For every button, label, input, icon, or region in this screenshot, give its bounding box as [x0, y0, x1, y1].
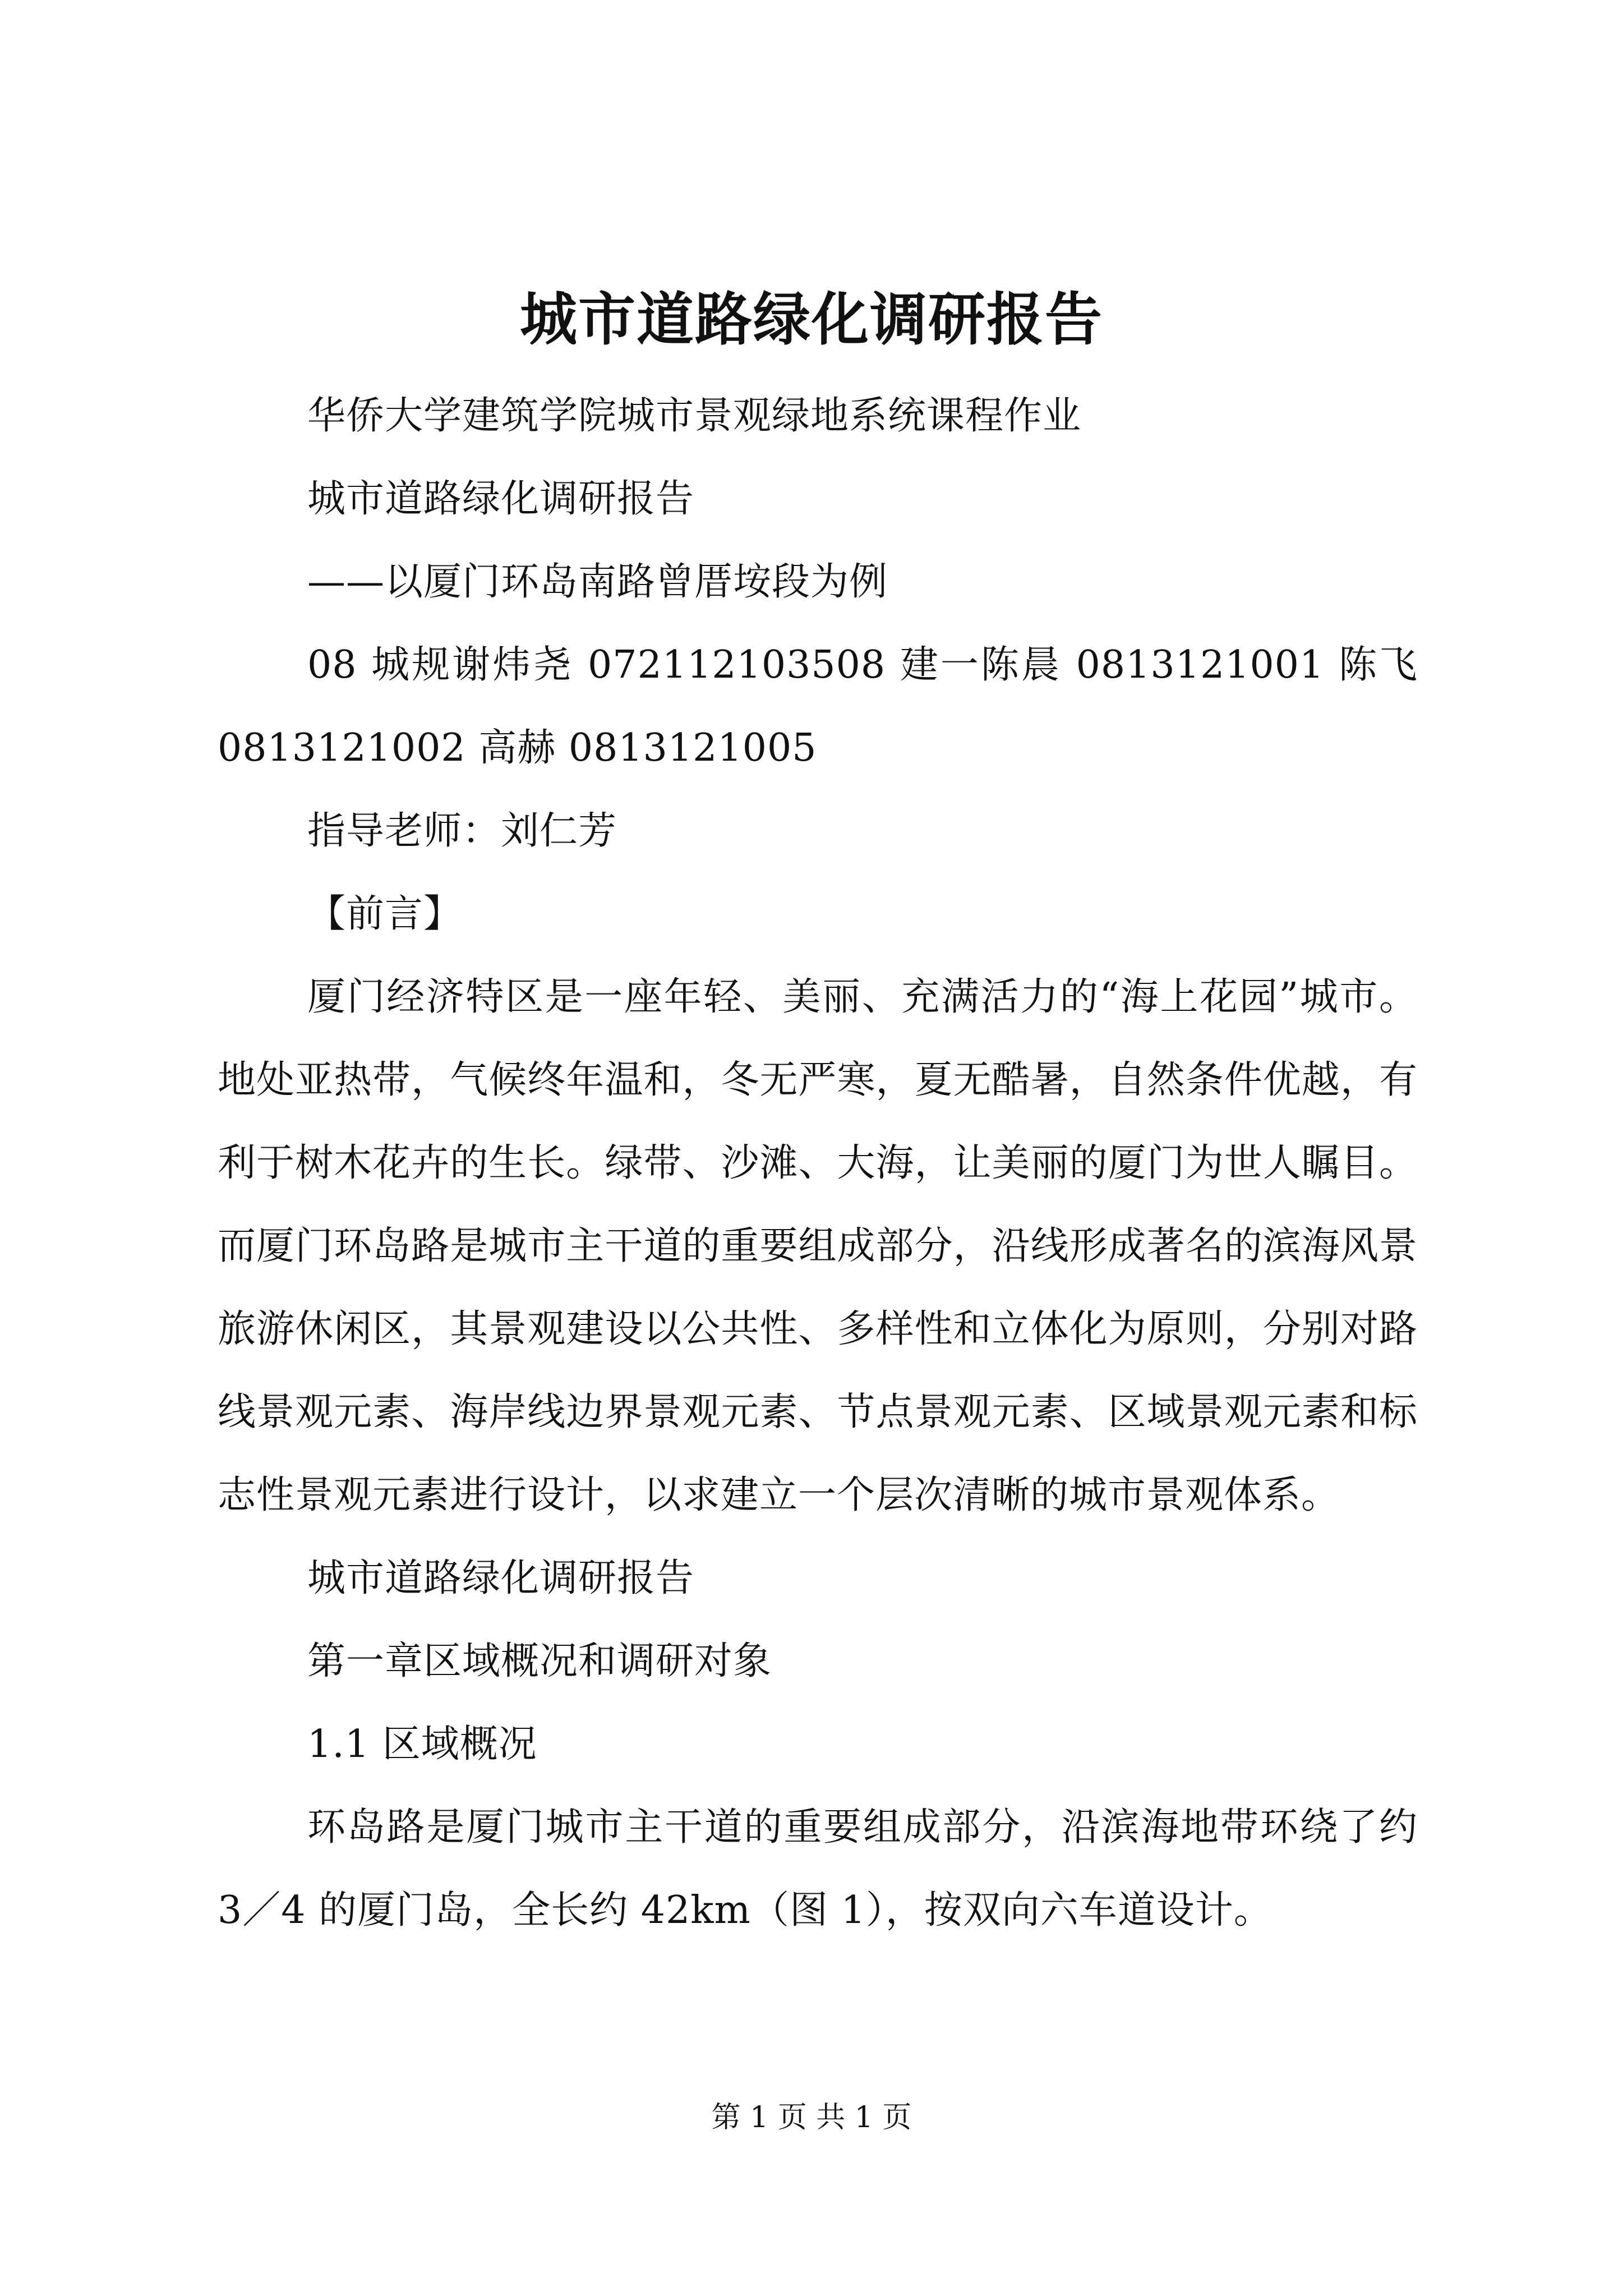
paragraph-chapter-heading: 第一章区域概况和调研对象 [307, 1639, 772, 1683]
paragraph-preface-heading: 【前言】 [307, 892, 463, 936]
paragraph-advisor: 指导老师：刘仁芳 [307, 809, 617, 853]
paragraph-section-heading: 1.1 区域概况 [307, 1722, 537, 1766]
document-title: 城市道路绿化调研报告 [520, 286, 1103, 353]
paragraph-report-title-repeat: 城市道路绿化调研报告 [307, 1556, 695, 1600]
paragraph-report-title: 城市道路绿化调研报告 [307, 477, 695, 521]
paragraph-authors: 08 城规谢炜尧 072112103508 建一陈晨 0813121001 陈飞 0813121002 高赫 0813121005 [218, 643, 1418, 770]
document-body [218, 375, 1418, 1952]
paragraph-preface-body: 厦门经济特区是一座年轻、美丽、充满活力的“海上花园”城市。地处亚热带，气候终年温和，冬无严寒，夏无酷暑，自然条件优越，有利于树木花卉的生长。绿带、沙滩、大海，让美丽的厦门为世人瞩目。而厦门环岛路是城市主干道的重要组成部分，沿线形成著名的滨海风景旅游休闲区，其景观建设以公共性、多样性和立体化为原则，分别对路线景观元素、海岸线边界景观元素、节点景观元素、区域景观元素和标志性景观元素进行设计，以求建立一个层次清晰的城市景观体系。 [218, 975, 1418, 1517]
paragraph-subtitle: ——以厦门环岛南路曾厝垵段为例 [307, 560, 888, 604]
page-footer: 第 1 页 共 1 页 [711, 2101, 912, 2134]
paragraph-section-body: 环岛路是厦门城市主干道的重要组成部分，沿滨海地带环绕了约 3／4 的厦门岛，全长约 42km（图 1），按双向六车道设计。 [218, 1805, 1418, 1932]
paragraph-course: 华侨大学建筑学院城市景观绿地系统课程作业 [307, 394, 1082, 438]
